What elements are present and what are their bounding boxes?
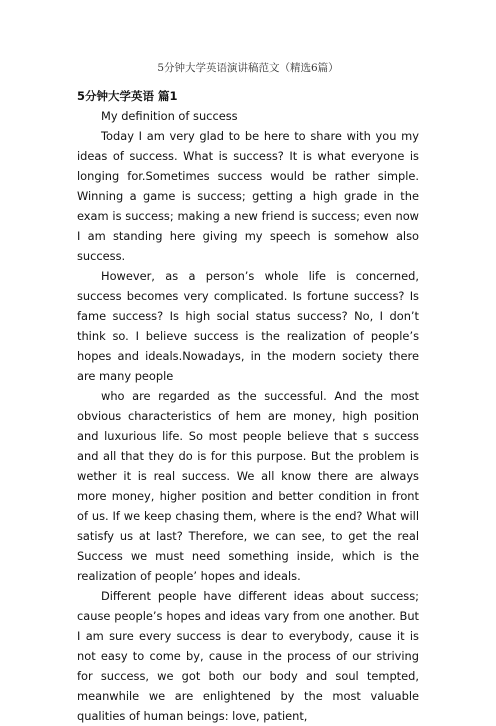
page-header: 5分钟大学英语演讲稿范文（精选6篇） <box>157 62 339 74</box>
section-title: 5分钟大学英语 篇1 <box>77 89 178 103</box>
paragraph-2: However, as a person’s whole life is concerned, success becomes very complicated. Is fortune success? Is fame success? Is high social status success? No, I don’t think so. I believe success is the realization of people’s hopes and ideals.Nowadays, in the modern society there are many people <box>77 269 419 383</box>
paragraph-4: Different people have different ideas about success; cause people’s hopes and ideas vary from one another. But I am sure every success is dear to everybody, cause it is not easy to come by, cause in the process of our striving for success, we got both our body and soul tempted, meanwhile we are enlightened by the most valuable qualities of human beings: love, patient, <box>77 589 419 723</box>
document-body <box>77 86 419 726</box>
paragraph-1: Today I am very glad to be here to share with you my ideas of success. What is success? It is what everyone is longing for.Sometimes success would be rather simple. Winning a game is success; getting a high grade in the exam is success; making a new friend is success; even now I am standing here giving my speech is somehow also success. <box>77 129 419 263</box>
paragraph-3: who are regarded as the successful. And the most obvious characteristics of hem are money, high position and luxurious life. So most people believe that s success and all that they do is for this purpose. But the problem is wether it is real success. We all know there are always more money, higher position and better condition in front of us. If we keep chasing them, where is the end? What will satisfy us at last? Therefore, we can see, to get the real Success we must need something inside, which is the realization of people’ hopes and ideals. <box>77 389 419 583</box>
speech-title: My definition of success <box>101 109 238 123</box>
